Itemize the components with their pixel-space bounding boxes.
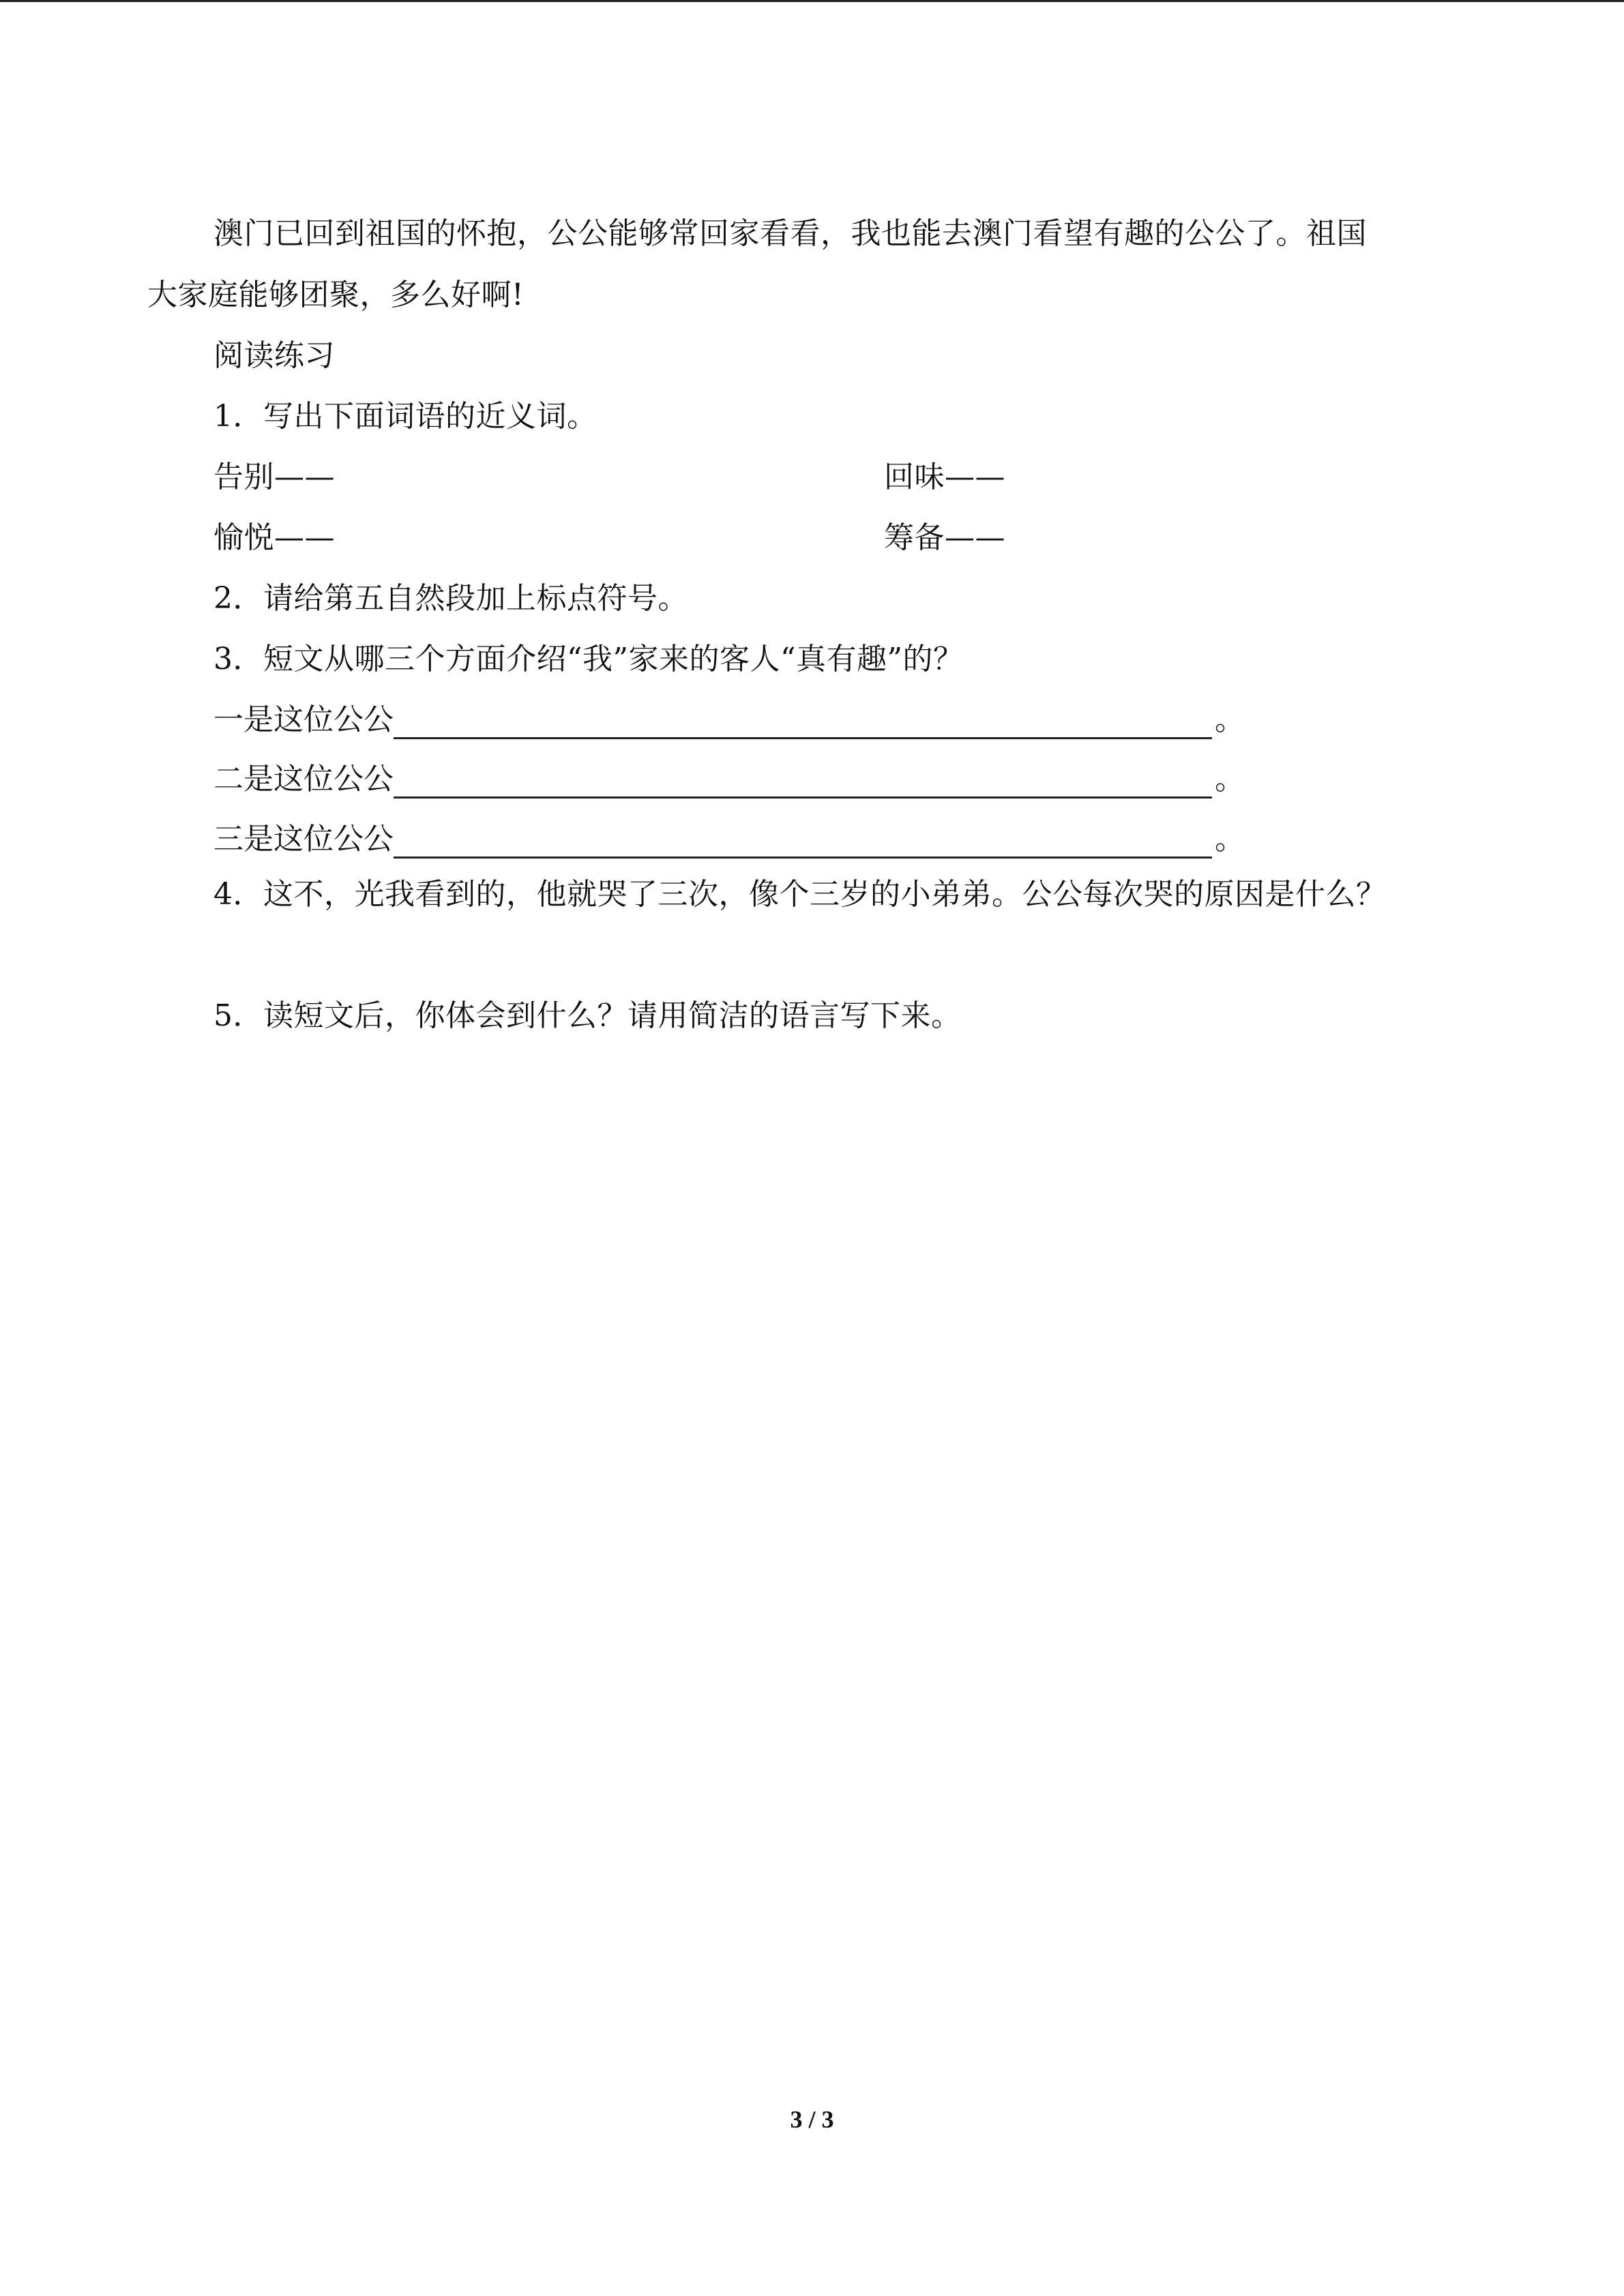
answer-blank-3[interactable] [394,820,1212,859]
answer-row-lead: 二是这位公公 [213,762,394,796]
synonym-item-farewell: 告别—— [213,460,335,494]
exercise-heading: 阅读练习 [213,338,335,373]
answer-row-1 [213,701,1245,739]
page-number: 3 / 3 [790,2106,834,2133]
answer-row-2 [213,760,1245,799]
answer-row-period: 。 [1215,762,1245,796]
answer-row-period: 。 [1215,702,1245,737]
question-5-prompt: 5．读短文后，你体会到什么？请用简洁的语言写下来。 [213,998,962,1033]
question-4-prompt: 4．这不，光我看到的，他就哭了三次，像个三岁的小弟弟。公公每次哭的原因是什么？ [213,877,1387,912]
answer-row-3 [213,820,1245,859]
answer-row-lead: 一是这位公公 [213,702,394,737]
passage-line-2: 大家庭能够团聚，多么好啊! [147,278,525,312]
passage-line-1: 澳门已回到祖国的怀抱，公公能够常回家看看，我也能去澳门看望有趣的公公了。祖国 [213,216,1367,251]
answer-blank-2[interactable] [394,760,1212,799]
synonym-item-prepare: 筹备—— [884,520,1005,555]
question-2-prompt: 2．请给第五自然段加上标点符号。 [213,581,688,616]
question-1-prompt: 1．写出下面词语的近义词。 [213,399,597,434]
question-3-prompt: 3．短文从哪三个方面介绍“我”家来的客人“真有趣”的？ [213,642,964,676]
answer-blank-1[interactable] [394,701,1212,739]
answer-row-period: 。 [1215,822,1245,856]
synonym-item-joyful: 愉悦—— [213,520,335,555]
top-border-rule [0,0,1624,2]
answer-row-lead: 三是这位公公 [213,822,394,856]
synonym-item-aftertaste: 回味—— [884,460,1005,494]
